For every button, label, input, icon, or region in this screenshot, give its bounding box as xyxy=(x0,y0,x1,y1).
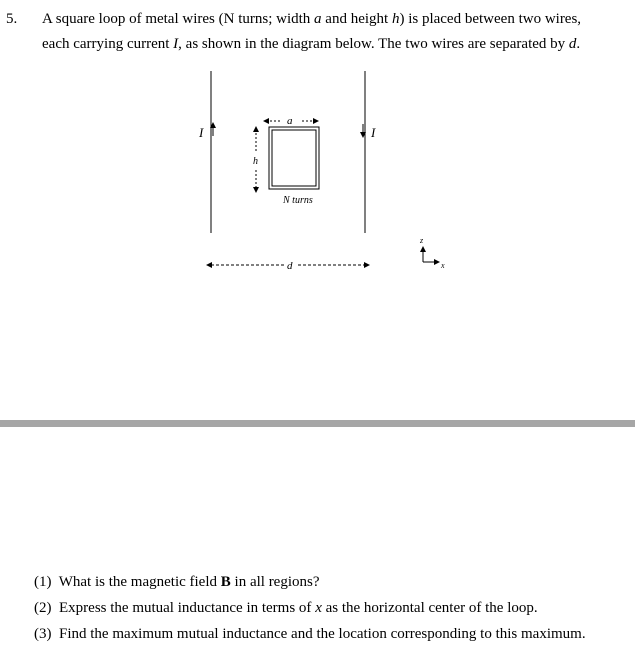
intro-text: A square loop of metal wires (N turns; width xyxy=(42,11,315,27)
variable-B: B xyxy=(220,574,231,590)
turns-label: N turns xyxy=(283,195,313,206)
variable-x: x xyxy=(315,600,322,616)
question-number: (3) xyxy=(34,626,52,642)
question-text: in all regions? xyxy=(230,574,320,590)
problem-number: 5. xyxy=(6,11,18,27)
question-number: (1) xyxy=(34,574,52,590)
question-text: What is the magnetic field xyxy=(58,574,221,590)
height-label: h xyxy=(253,156,258,167)
intro-text: each carrying current xyxy=(42,36,174,52)
intro-text: ) is placed between two wires, xyxy=(399,11,582,27)
variable-h: h xyxy=(391,11,400,27)
question-3 xyxy=(34,626,586,643)
left-current-label: I xyxy=(199,125,204,140)
variable-I: I xyxy=(173,36,179,52)
question-1 xyxy=(34,574,320,591)
separation-label: d xyxy=(287,260,293,272)
question-text: Find the maximum mutual inductance and the location corresponding to this maximum. xyxy=(59,626,586,642)
question-text: as the horizontal center of the loop. xyxy=(321,600,538,616)
question-number: (2) xyxy=(34,600,52,616)
intro-text: . xyxy=(576,36,581,52)
variable-a: a xyxy=(314,11,322,27)
question-2 xyxy=(34,600,538,617)
section-divider xyxy=(0,420,635,427)
z-axis-label: z xyxy=(420,236,424,245)
width-label: a xyxy=(287,115,293,127)
intro-text: , as shown in the diagram below. The two wires are separated by xyxy=(178,36,569,52)
x-axis-label: x xyxy=(441,261,445,270)
question-text: Express the mutual inductance in terms of xyxy=(59,600,316,616)
right-current-label: I xyxy=(371,125,376,140)
loop-inner xyxy=(272,130,316,186)
intro-text: and height xyxy=(321,11,392,27)
variable-d: d xyxy=(568,36,577,52)
loop-outer xyxy=(269,127,319,189)
